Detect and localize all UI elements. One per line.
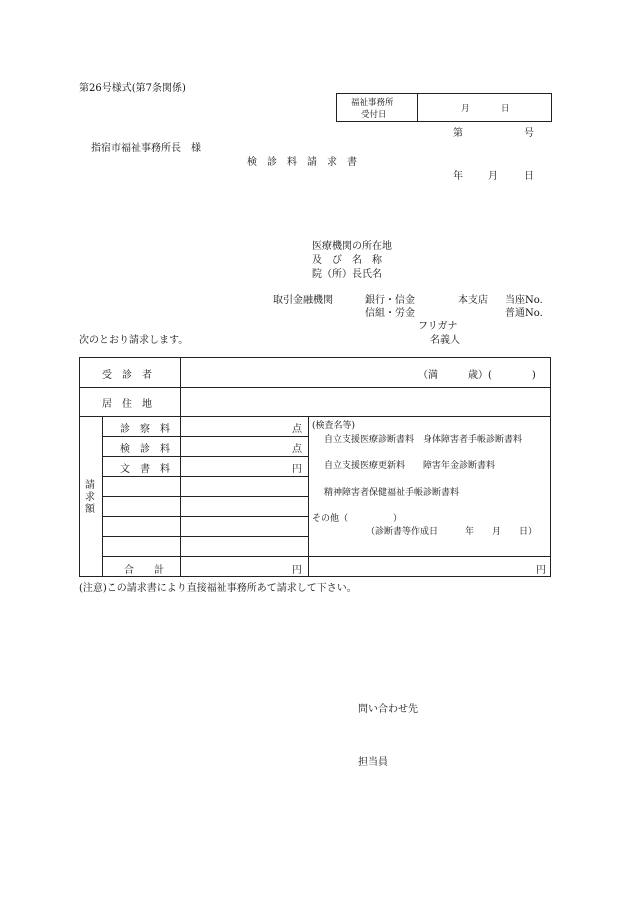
right-total-unit: 円 [536,565,546,576]
bank-account-2: 普通No. [505,308,543,319]
number-go: 号 [524,128,534,139]
bank-furigana: フリガナ [418,321,458,332]
total-unit: 円 [292,565,302,576]
document-title: 検 診 料 請 求 書 [247,157,357,168]
institution-line-3: 院（所）長氏名 [312,269,382,280]
row-label-document-fee: 文 書 料 [120,464,170,475]
claim-table [79,357,551,577]
institution-line-1: 医療機関の所在地 [312,241,392,252]
bank-label: 取引金融機関 [273,295,333,306]
request-text: 次のとおり請求します。 [79,335,189,346]
date-year: 年 [453,171,463,182]
receipt-day: 日 [501,104,510,114]
date-month: 月 [488,171,498,182]
exam-item-2: 自立支援医療更新料 障害年金診断書料 [324,461,496,471]
row-label-exam-fee: 診 察 料 [120,424,170,435]
bank-type-1: 銀行・信金 [365,295,415,306]
bank-branch: 本支店 [458,295,488,306]
claim-label-1: 請 [85,480,95,491]
row-unit-exam-fee: 点 [292,424,302,435]
form-number: 第26号様式(第7条関係) [79,83,186,94]
residence-label: 居 住 地 [102,399,152,410]
exam-header: (検査名等) [312,421,356,431]
bank-type-2: 信組・労金 [365,308,415,319]
receipt-box [336,93,552,122]
date-day: 日 [524,171,534,182]
claim-label-2: 求 [85,492,95,503]
contact-label: 問い合わせ先 [358,704,418,715]
patient-age: （満 歳）( ) [418,370,536,381]
exam-item-1: 自立支援医療診断書料 身体障害者手帳診断書料 [324,435,523,445]
institution-line-2: 及 び 名 称 [312,255,382,266]
receipt-label-1: 福祉事務所 [351,98,394,108]
receipt-month: 月 [461,104,470,114]
staff-label: 担当員 [358,757,388,768]
bank-account-1: 当座No. [505,295,543,306]
exam-other: その他（ ） [312,514,403,524]
total-label: 合 計 [124,565,164,576]
addressee: 指宿市福祉事務所長 様 [91,143,201,154]
exam-item-3: 精神障害者保健福祉手帳診断書料 [324,488,460,498]
number-dai: 第 [453,128,463,139]
row-unit-document-fee: 円 [292,464,302,475]
exam-created-date: （診断書等作成日 年 月 日） [366,527,538,537]
row-unit-checkup-fee: 点 [292,444,302,455]
claim-label-3: 額 [85,504,95,515]
note: (注意)この請求書により直接福祉事務所あて請求して下さい。 [79,583,357,594]
row-label-checkup-fee: 検 診 料 [120,444,170,455]
receipt-label-2: 受付日 [361,110,387,120]
patient-label: 受 診 者 [102,370,152,381]
bank-holder: 名義人 [430,335,460,346]
